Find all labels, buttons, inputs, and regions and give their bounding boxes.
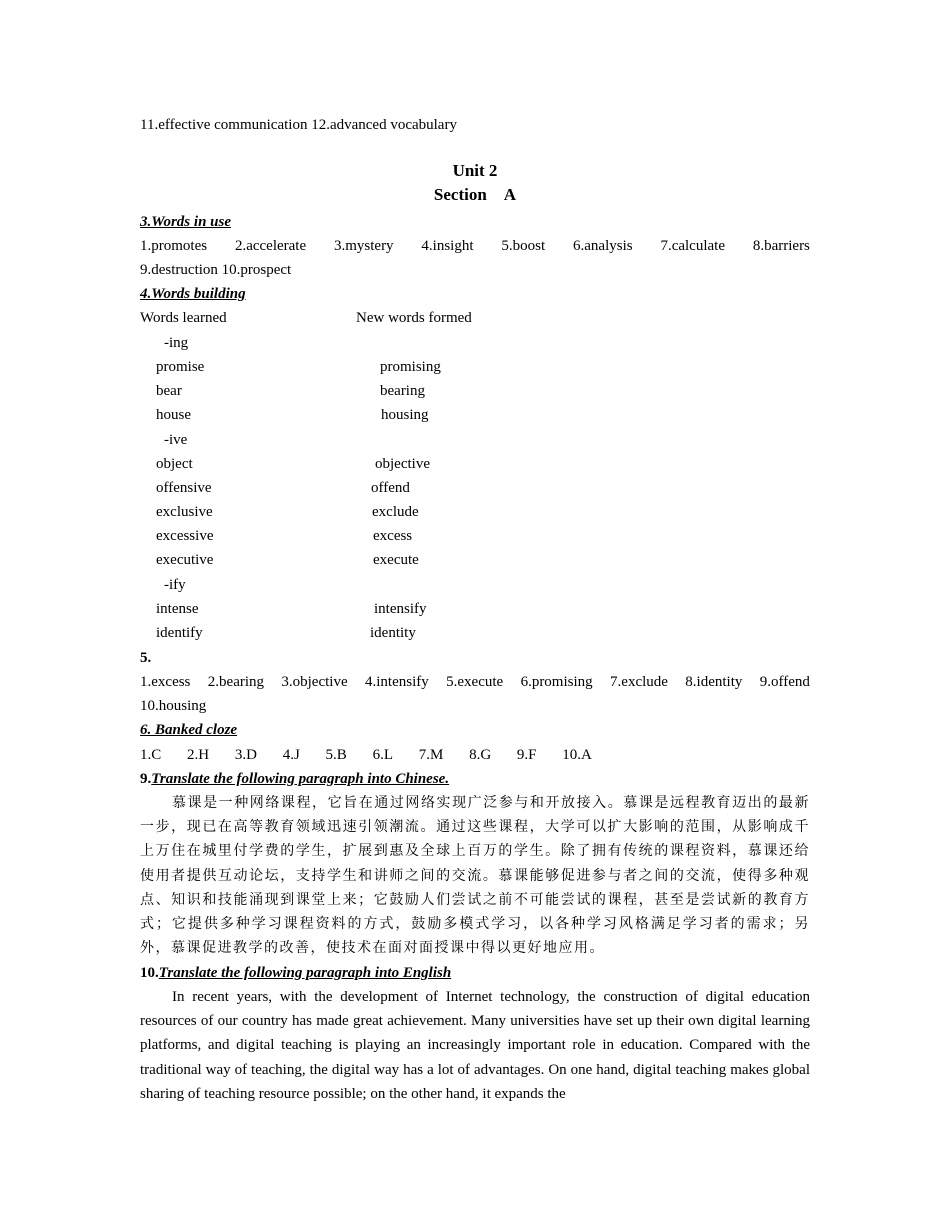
word-formed: bearing [380, 383, 425, 399]
words-in-use-row1 [140, 236, 810, 256]
translate-cn-heading [140, 769, 449, 789]
answer-item: 5.execute [446, 674, 504, 690]
word-learned: identify [156, 625, 203, 641]
translate-en-paragraph: In recent years, with the development of Internet technology, the construction of digital education resources of our country has made great achievement. Many universities have set up their own digital learning platforms, and digital teaching is playing an increasingly important role in education. Compared with the traditional way of teaching, the digital way has a lot of advantages. On one hand, digital teaching makes global sharing of teaching resource possible; on the other hand, it expands the [140, 989, 810, 1102]
words-building-heading: 4.Words building [140, 286, 246, 302]
exercise5-row2: 10.housing [140, 698, 207, 714]
answer-item: 8.barriers [752, 238, 810, 254]
word-learned: bear [156, 383, 182, 399]
banked-cloze-heading: 6. Banked cloze [140, 722, 238, 738]
answer-item: 2.H [187, 747, 210, 763]
word-formed: objective [375, 456, 430, 472]
word-learned: house [156, 407, 191, 423]
banked-cloze-answers [140, 745, 614, 765]
word-formed: identity [370, 625, 416, 641]
word-formed: intensify [374, 601, 427, 617]
translate-cn-number: 9. [140, 771, 152, 787]
answer-item: 4.J [282, 747, 300, 763]
word-learned: intense [156, 601, 199, 617]
answer-item: 8.G [469, 747, 492, 763]
word-formed: promising [380, 359, 441, 375]
answer-item: 2.accelerate [234, 238, 307, 254]
answer-item: 2.bearing [207, 674, 265, 690]
word-learned: excessive [156, 528, 214, 544]
words-in-use-heading: 3.Words in use [140, 214, 231, 230]
words-learned-header: Words learned [140, 310, 227, 326]
answer-item: 6.promising [520, 674, 593, 690]
word-formed: excess [373, 528, 413, 544]
answer-item: 1.promotes [140, 238, 208, 254]
new-words-header: New words formed [356, 310, 472, 326]
word-learned: object [156, 456, 193, 472]
answer-item: 1.C [140, 747, 162, 763]
answer-item: 8.identity [685, 674, 743, 690]
answer-item: 3.D [234, 747, 257, 763]
unit-title: Unit 2 [452, 161, 498, 180]
translate-cn-title: Translate the following paragraph into Chinese. [151, 771, 450, 787]
answer-item: 6.analysis [573, 238, 633, 254]
word-formed: offend [371, 480, 410, 496]
translate-en-number: 10. [140, 965, 159, 981]
answer-item: 7.M [418, 747, 444, 763]
answer-item: 3.objective [281, 674, 348, 690]
words-in-use-row2: 9.destruction 10.prospect [140, 262, 292, 278]
answer-item: 9.offend [759, 674, 810, 690]
answer-item: 10.A [562, 747, 592, 763]
top-line: 11.effective communication 12.advanced vocabulary [140, 117, 457, 133]
answer-item: 5.boost [501, 238, 546, 254]
translate-en-heading [140, 963, 451, 983]
answer-item: 1.excess [140, 674, 191, 690]
section-title: Section A [433, 185, 517, 204]
exercise5-row1 [140, 672, 810, 692]
word-learned: executive [156, 552, 214, 568]
suffix-label: -ify [164, 577, 186, 593]
answer-item: 4.intensify [365, 674, 429, 690]
word-formed: execute [373, 552, 419, 568]
word-formed: housing [381, 407, 429, 423]
suffix-label: -ing [164, 335, 189, 351]
word-learned: promise [156, 359, 205, 375]
answer-item: 7.calculate [660, 238, 725, 254]
translate-cn-paragraph: 慕课是一种网络课程，它旨在通过网络实现广泛参与和开放接入。慕课是远程教育迈出的最新一步，现已在高等教育领域迅速引领潮流。通过这些课程，大学可以扩大影响的范围，从影响成千上万住在城里付学费的学生，扩展到惠及全球上百万的学生。除了拥有传统的课程资料，慕课还给使用者提供互动论坛，支持学生和讲师之间的交流。慕课能够促进参与者之间的交流，使得多种观点、知识和技能涌现到课堂上来；它鼓励人们尝试之前不可能尝试的课程，甚至是尝试新的教育方式；它提供多种学习课程资料的方式，鼓励多模式学习，以各种学习风格满足学习者的需求；另外，慕课促进教学的改善，使技术在面对面授课中得以更好地应用。 [140, 795, 810, 957]
translate-en-title: Translate the following paragraph into English [158, 965, 452, 981]
word-formed: exclude [372, 504, 419, 520]
answer-item: 6.L [372, 747, 393, 763]
answer-item: 9.F [516, 747, 537, 763]
answer-item: 4.insight [421, 238, 474, 254]
answer-item: 7.exclude [610, 674, 668, 690]
answer-item: 3.mystery [333, 238, 394, 254]
answer-item: 5.B [325, 747, 347, 763]
suffix-label: -ive [164, 432, 188, 448]
word-learned: exclusive [156, 504, 213, 520]
word-learned: offensive [156, 480, 212, 496]
exercise5-heading: 5. [140, 650, 152, 666]
